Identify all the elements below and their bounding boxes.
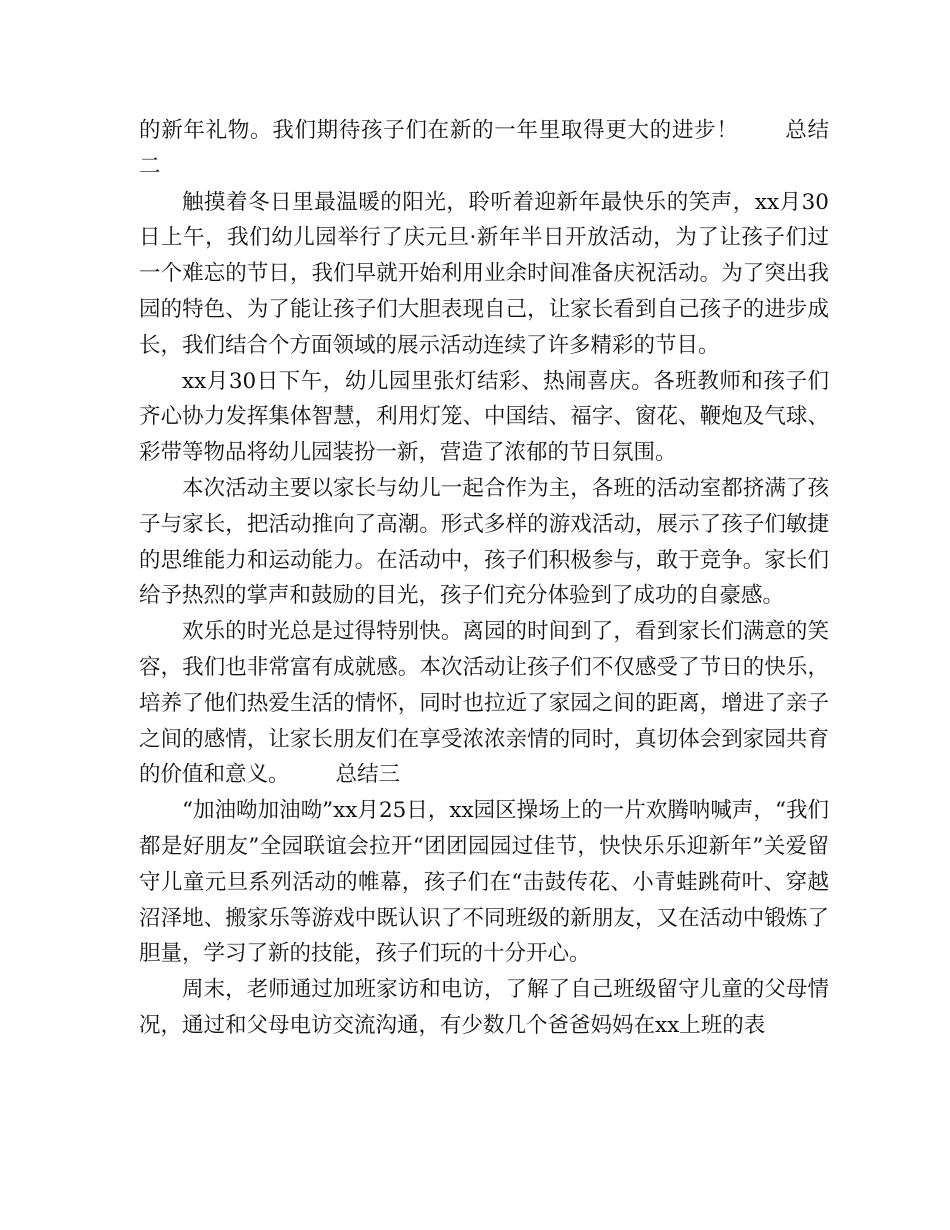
paragraph-continuation <box>139 113 829 185</box>
section-heading-3: 总结三 <box>335 762 401 788</box>
paragraph-1: 触摸着冬日里最温暖的阳光，聆听着迎新年最快乐的笑声，xx月30日上午，我们幼儿园举行了庆元旦·新年半日开放活动，为了让孩子们过一个难忘的节日，我们早就开始利用业余时间准备庆祝活动。为了突出我园的特色、为了能让孩子们大胆表现自己，让家长看到自己孩子的进步成长，我们结合个方面领域的展示活动连续了许多精彩的节目。 <box>139 189 829 358</box>
paragraph-6: 周末，老师通过加班家访和电访，了解了自己班级留守儿童的父母情况，通过和父母电访交流沟通，有少数几个爸爸妈妈在xx上班的表 <box>139 977 829 1038</box>
section-heading-2: 总结二 <box>139 118 829 179</box>
paragraph-text: 欢乐的时光总是过得特别快。离园的时间到了，看到家长们满意的笑容，我们也非常富有成就感。本次活动让孩子们不仅感受了节日的快乐，培养了他们热爱生活的情怀，同时也拉近了家园之间的距离，增进了亲子之间的感情，让家长朋友们在享受浓浓亲情的同时，真切体会到家园共育的价值和意义。 <box>139 619 829 788</box>
paragraph-3: 本次活动主要以家长与幼儿一起合作为主，各班的活动室都挤满了孩子与家长，把活动推向了高潮。形式多样的游戏活动，展示了孩子们敏捷的思维能力和运动能力。在活动中，孩子们积极参与，敢于竞争。家长们给予热烈的掌声和鼓励的目光，孩子们充分体验到了成功的自豪感。 <box>139 475 829 609</box>
document-body <box>139 113 829 1044</box>
paragraph-2: xx月30日下午，幼儿园里张灯结彩、热闹喜庆。各班教师和孩子们齐心协力发挥集体智慧，利用灯笼、中国结、福字、窗花、鞭炮及气球、彩带等物品将幼儿园装扮一新，营造了浓郁的节日氛围。 <box>139 368 829 466</box>
paragraph-5: “加油呦加油呦”xx月25日，xx园区操场上的一片欢腾呐喊声，“我们都是好朋友”全园联谊会拉开“团团园园过佳节，快快乐乐迎新年”关爱留守儿童元旦系列活动的帷幕，孩子们在“击鼓传花、小青蛙跳荷叶、穿越沼泽地、搬家乐等游戏中既认识了不同班级的新朋友，又在活动中锻炼了胆量，学习了新的技能，孩子们玩的十分开心。 <box>139 798 829 967</box>
paragraph-text: 的新年礼物。我们期待孩子们在新的一年里取得更大的进步！ <box>139 118 739 143</box>
paragraph-4 <box>139 614 829 793</box>
